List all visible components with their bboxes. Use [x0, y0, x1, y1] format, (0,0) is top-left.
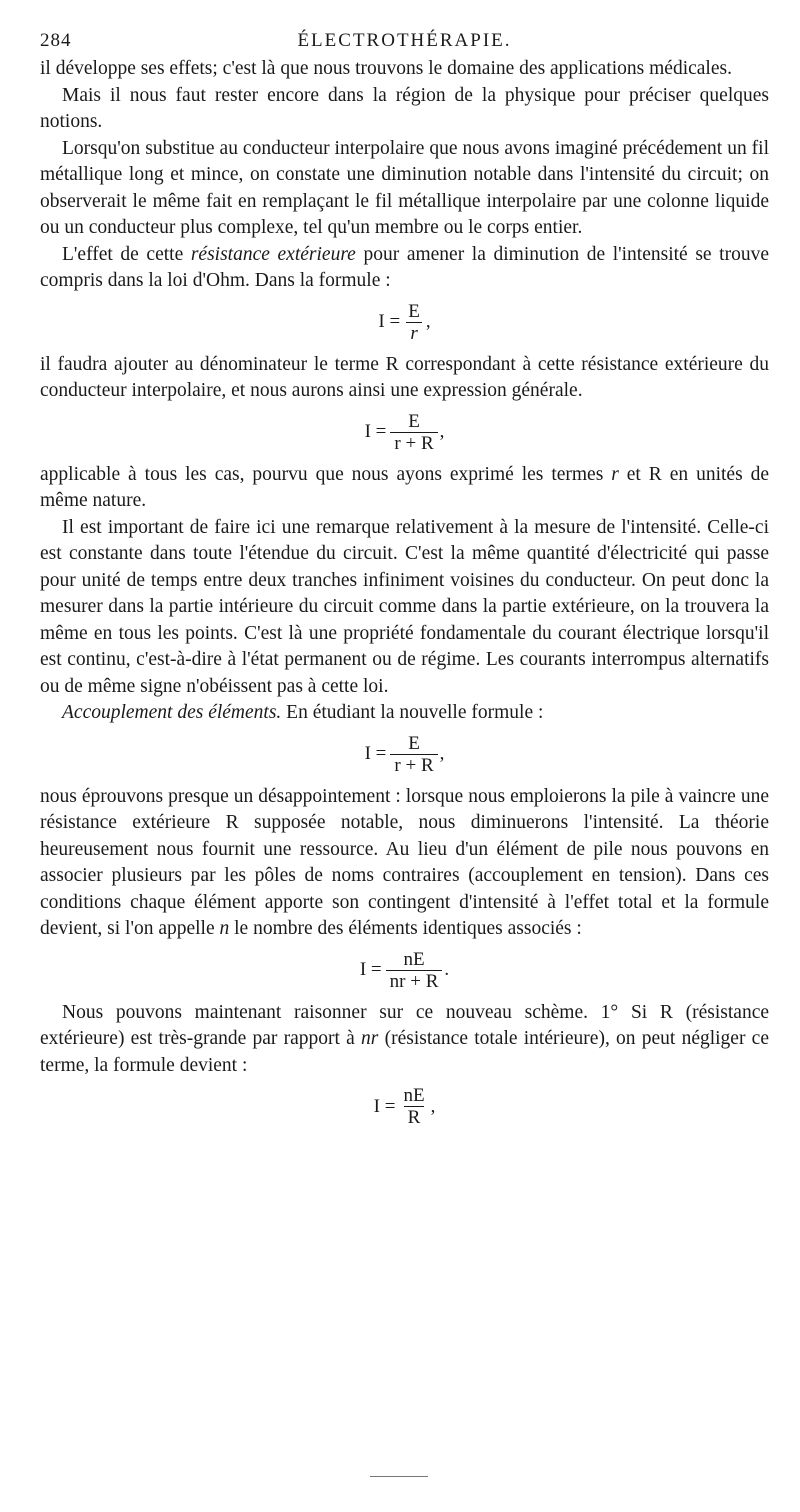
paragraph: nous éprouvons presque un désappointement : lorsque nous emploierons la pile à vaincre une résistance extérieure R supposée notable, nous diminuerons l'intensité. La théorie heureusement nous fournit une ressource. Au lieu d'un élément de pile nous pouvons en associer plusieurs par les pôles de noms contraires (accouplement en tension). Dans ces conditions chaque élément apporte son contingent d'intensité à l'effet total et la formule devient, si l'on appelle n le nombre des éléments identiques associés :: [40, 785, 769, 939]
formula-ohm: I = $\frac{E}{r}$ ,: [378, 300, 431, 344]
book-page: [40, 30, 769, 1136]
paragraph: Il est important de faire ici une remarque relativement à la mesure de l'intensité. Celle-ci est constante dans toute l'étendue du circuit. C'est la même quantité d'électricité qui passe pour unité de temps entre deux tranches infiniment voisines du conducteur. On peut donc la mesurer dans la partie intérieure du circuit comme dans la partie extérieure, on la trouvera la même en tous les points. C'est là une propriété fondamentale du courant électrique lorsqu'il est continu, c'est-à-dire à l'état permanent ou de régime. Les courants interrompus alternatifs ou de même signe n'obéissent pas à cette loi.: [40, 516, 769, 697]
paragraph: applicable à tous les cas, pourvu que nous ayons exprimé les termes r et R en unités de même nature.: [40, 463, 770, 511]
formula-simplified: I = $\frac{nE}{R}$ ,: [373, 1085, 436, 1128]
page-number: 284: [40, 30, 72, 51]
paragraph: L'effet de cette résistance extérieure pour amener la diminution de l'intensité se trouve compris dans la loi d'Ohm. Dans la formule :: [40, 243, 769, 291]
formula-general: I = $\frac{E}{r + R}$ ,: [364, 410, 445, 454]
paragraph: Mais il nous faut rester encore dans la région de la physique pour préciser quelques notions.: [40, 84, 769, 132]
paragraph: Nous pouvons maintenant raisonner sur ce nouveau schème. 1° Si R (résistance extérieure) est très-grande par rapport à nr (résistance totale intérieure), on peut négliger ce terme, la formule devient :: [40, 1001, 769, 1076]
running-header: [40, 30, 769, 56]
formula-elements: I = $\frac{nE}{nr + R}$ .: [359, 948, 450, 992]
formula-new: I = $\frac{E}{r + R}$ ,: [364, 732, 445, 776]
print-mark: [370, 1476, 428, 1477]
section-heading: Accouplement des éléments.: [62, 702, 282, 723]
paragraph: Accouplement des éléments. En étudiant la nouvelle formule :: [62, 702, 544, 723]
running-title: ÉLECTROTHÉRAPIE.: [297, 30, 512, 51]
paragraph: il développe ses effets; c'est là que nous trouvons le domaine des applications médicales.: [40, 58, 732, 79]
paragraph: il faudra ajouter au dénominateur le terme R correspondant à cette résistance extérieure du conducteur interpolaire, et nous aurons ainsi une expression générale.: [40, 353, 769, 401]
paragraph: Lorsqu'on substitue au conducteur interpolaire que nous avons imaginé précédement un fil métallique long et mince, on constate une diminution notable dans l'intensité du circuit; on observerait le même fait en remplaçant le fil métallique interpolaire par une colonne liquide ou un conducteur plus complexe, tel qu'un membre ou le corps entier.: [40, 137, 769, 238]
italic-term: résistance extérieure: [190, 243, 356, 265]
